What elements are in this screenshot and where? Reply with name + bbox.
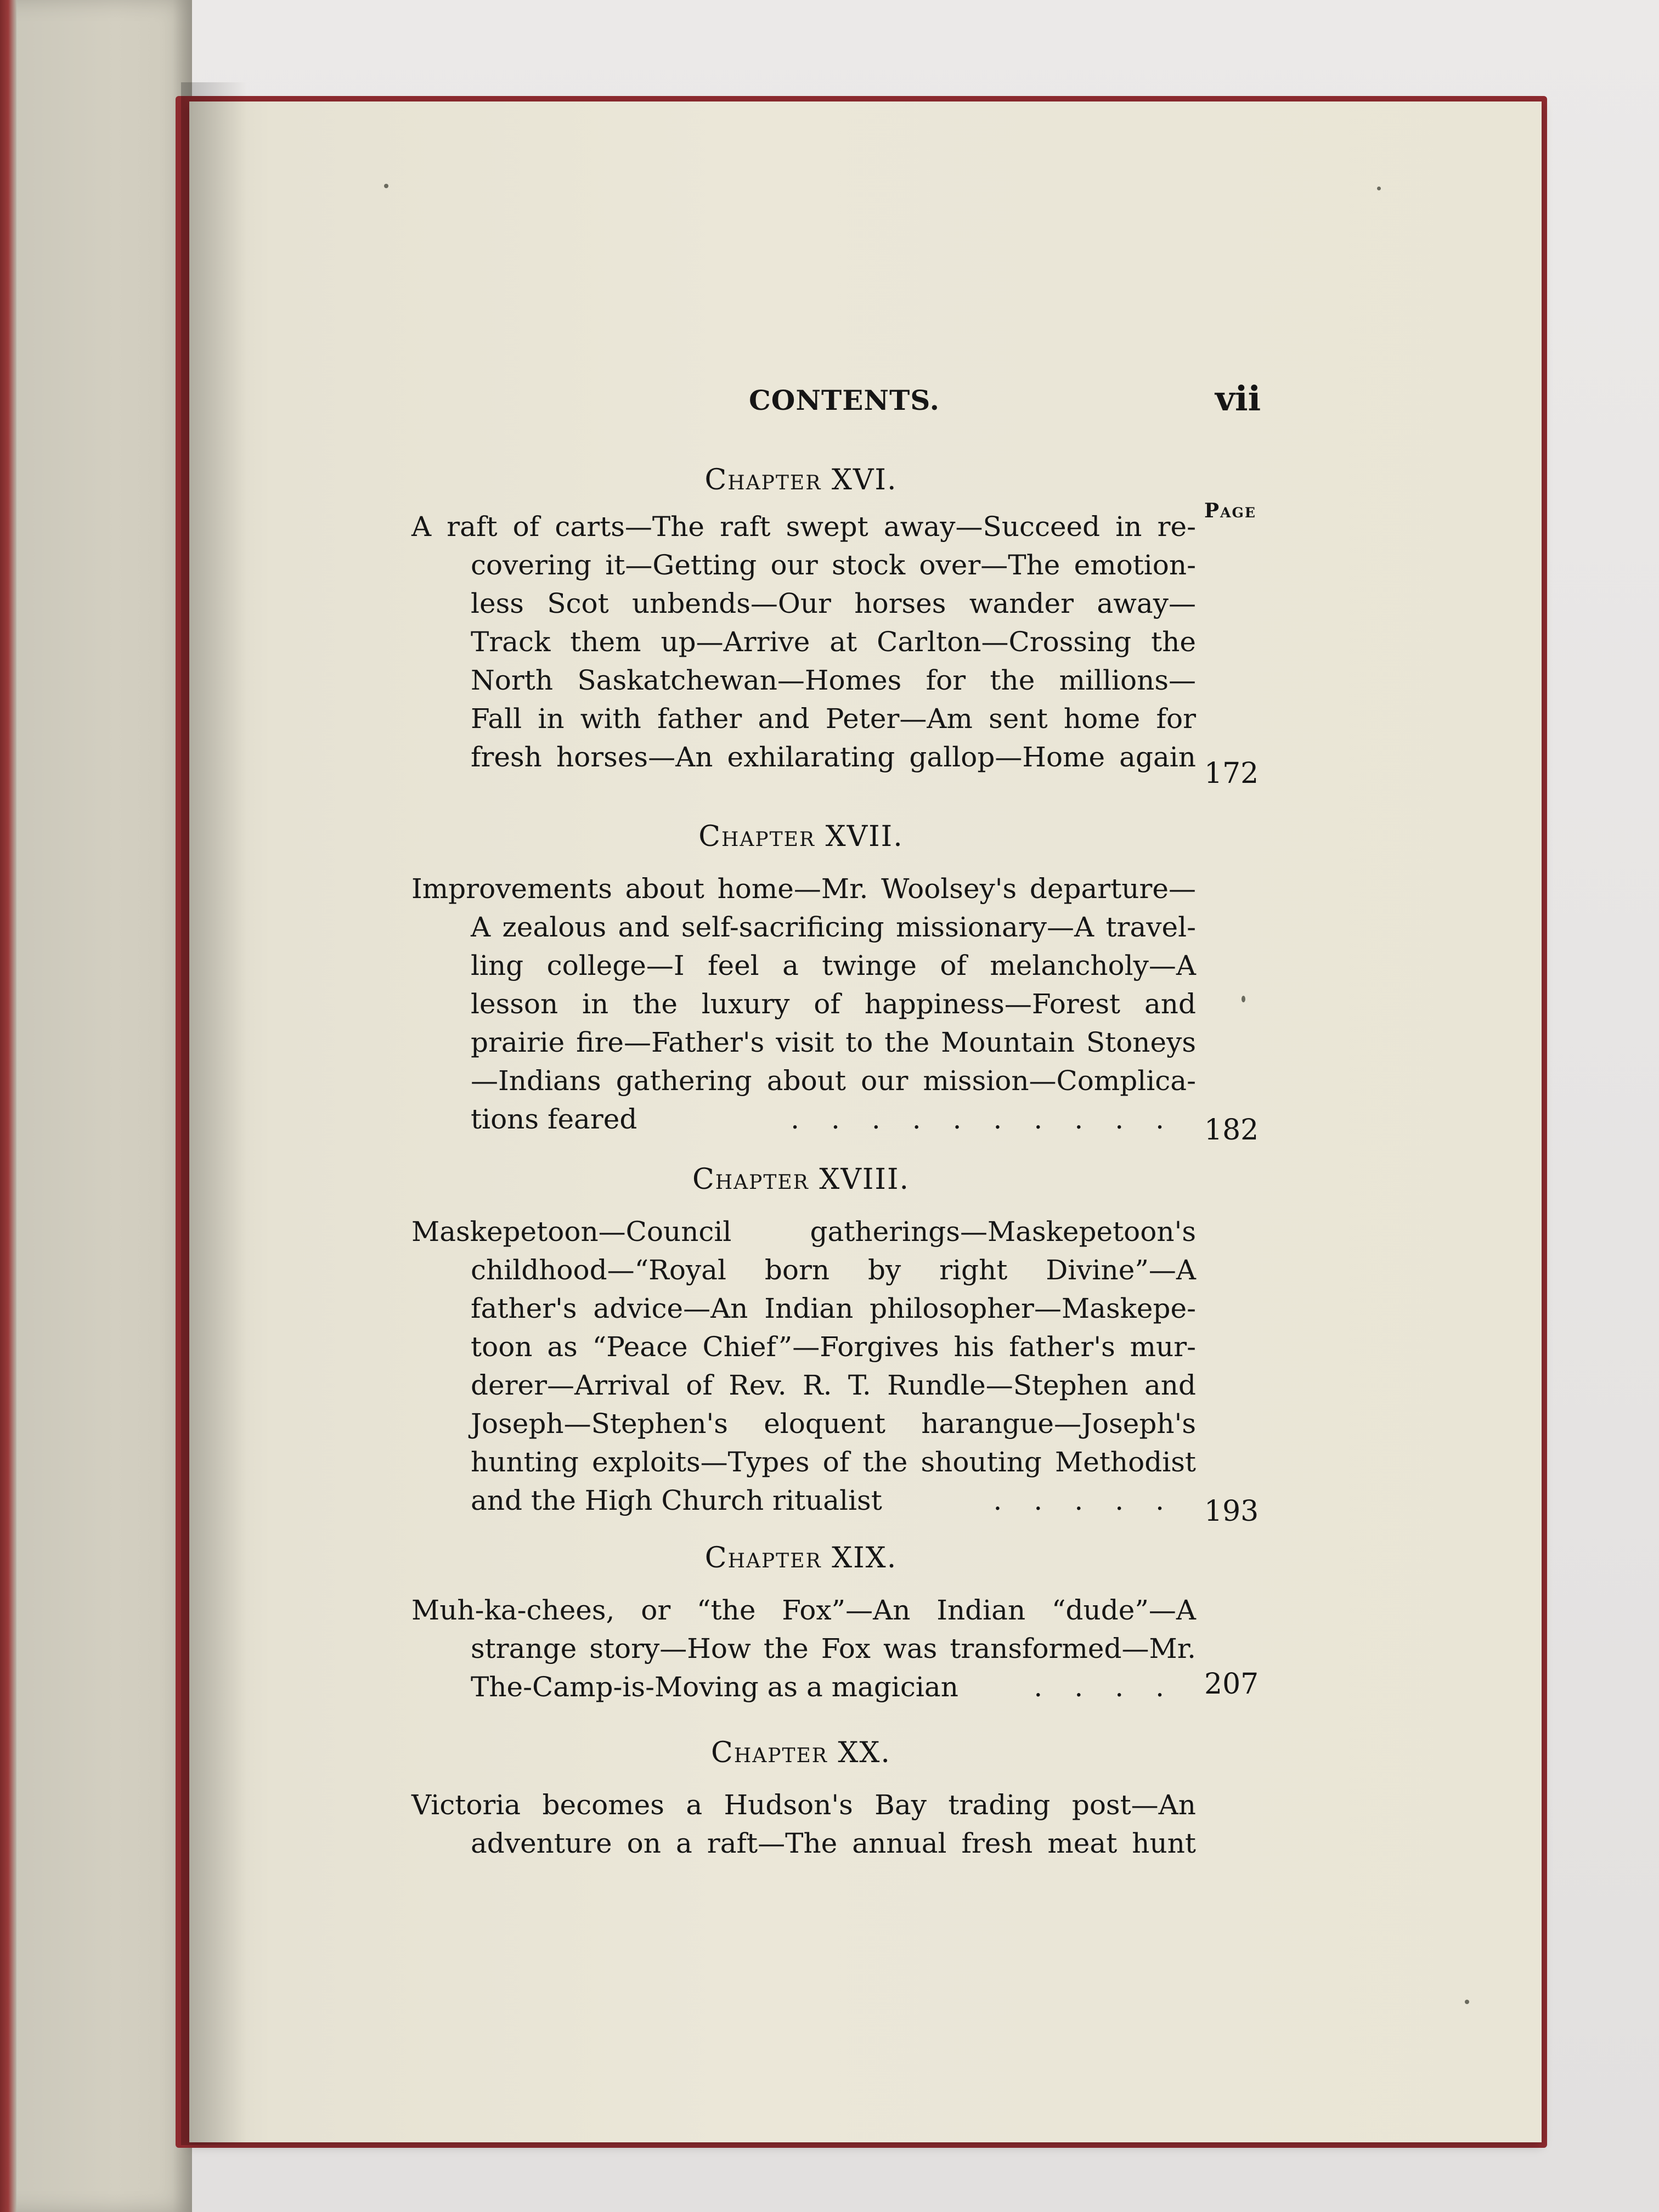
summary-line: A raft of carts—The raft swept away—Succeed in re- [411,511,1196,543]
summary-line: hunting exploits—Types of the shouting Methodist [471,1446,1196,1478]
summary-line: North Saskatchewan—Homes for the millions— [471,664,1196,696]
summary-line: less Scot unbends—Our horses wander away— [471,588,1196,619]
summary-line: strange story—How the Fox was transformed—Mr. [471,1633,1196,1664]
dot-leaders: .... [1034,1671,1196,1703]
summary-line: —Indians gathering about our mission—Complica- [471,1065,1196,1097]
paper-speck [384,184,388,188]
page-number: vii [1215,379,1261,419]
summary-line: derer—Arrival of Rev. R. T. Rundle—Stephen and [471,1369,1196,1401]
chapter-page-number: 172 [1204,757,1259,790]
chapter-title: Chapter XVII. [698,820,904,853]
paper-speck [1465,2000,1469,2004]
chapter-title: Chapter XX. [711,1736,891,1769]
chapter-summary [411,1591,1196,1706]
summary-line: adventure on a raft—The annual fresh meat hunt [471,1827,1196,1859]
gutter-shadow [181,82,247,2145]
summary-line: covering it—Getting our stock over—The emotion- [471,549,1196,581]
summary-line-last [471,1668,1196,1706]
paper-speck [1242,996,1245,1002]
chapter-title: Chapter XVI. [704,464,898,496]
summary-line: father's advice—An Indian philosopher—Maskepe- [471,1293,1196,1324]
summary-line: Fall in with father and Peter—Am sent home for [471,703,1196,735]
summary-line-last [471,1481,1196,1520]
chapter-title: Chapter XVIII. [692,1163,910,1196]
page-content [189,101,1542,2142]
chapter-page-number: 182 [1204,1114,1259,1147]
dot-leaders: .......... [791,1103,1196,1135]
left-cover-edge [0,0,16,2212]
left-facing-page [0,0,192,2212]
chapter-page-number: 207 [1204,1668,1259,1701]
summary-line: Muh-ka-chees, or “the Fox”—An Indian “dude”—A [411,1594,1196,1626]
summary-line: Track them up—Arrive at Carlton—Crossing the [471,626,1196,658]
page-column-label: Page [1204,499,1256,522]
summary-line-last [471,1100,1196,1138]
summary-line: A zealous and self-sacrificing missionary—A travel- [471,911,1196,943]
summary-line: ling college—I feel a twinge of melancholy—A [471,950,1196,981]
chapter-summary [411,1212,1196,1520]
paper-speck [1377,187,1381,190]
summary-line: fresh horses—An exhilarating gallop—Home again [471,741,1196,773]
summary-line-text: and the High Church ritualist [471,1485,882,1516]
summary-line: Improvements about home—Mr. Woolsey's departure— [411,873,1196,905]
summary-line-text: tions feared [471,1103,637,1135]
chapter-summary [411,870,1196,1138]
summary-line-text: The-Camp-is-Moving as a magician [471,1671,958,1703]
chapter-page-number: 193 [1204,1495,1259,1528]
dot-leaders: ..... [993,1485,1196,1516]
summary-line: Maskepetoon—Council gatherings—Maskepetoon's [411,1216,1196,1248]
contents-page [189,101,1542,2142]
chapter-summary [411,1786,1196,1863]
summary-line: Victoria becomes a Hudson's Bay trading post—An [411,1789,1196,1821]
summary-line: toon as “Peace Chief”—Forgives his father's mur- [471,1331,1196,1363]
summary-line: childhood—“Royal born by right Divine”—A [471,1254,1196,1286]
summary-line: lesson in the luxury of happiness—Forest and [471,988,1196,1020]
summary-line: Joseph—Stephen's eloquent harangue—Joseph's [471,1408,1196,1440]
summary-line: prairie fire—Father's visit to the Mountain Stoneys [471,1026,1196,1058]
chapter-title: Chapter XIX. [704,1542,898,1575]
running-head: CONTENTS. [749,384,940,416]
chapter-summary [411,507,1196,776]
